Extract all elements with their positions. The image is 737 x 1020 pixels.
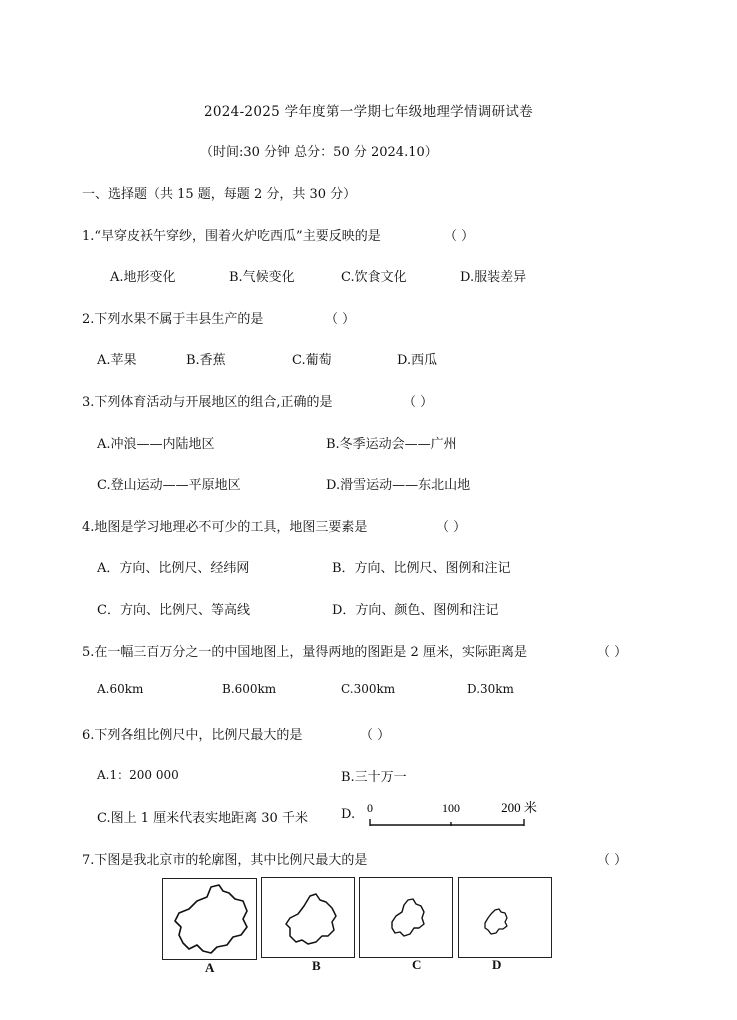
question-6-option-b: B.三十万一 — [341, 770, 407, 785]
question-7-answer-paren: （ ） — [597, 853, 628, 868]
question-6-answer-paren: （ ） — [360, 728, 391, 743]
question-1-answer-paren: （ ） — [444, 229, 475, 244]
question-4-option-b: B．方向、比例尺、图例和注记 — [332, 561, 511, 576]
question-3-option-a: A.冲浪——内陆地区 — [97, 437, 215, 452]
beijing-outline-map-b — [261, 877, 355, 958]
beijing-outline-b-icon — [262, 878, 354, 957]
question-2-option-c: C.葡萄 — [292, 353, 332, 368]
question-5-option-d: D.30km — [467, 682, 514, 696]
scale-tick-label-100: 100 — [442, 801, 460, 815]
question-2-option-b: B.香蕉 — [186, 353, 226, 368]
question-3-stem: 3.下列体育活动与开展地区的组合,正确的是 — [82, 395, 333, 410]
question-3-answer-paren: （ ） — [403, 395, 434, 410]
exam-title: 2024-2025 学年度第一学期七年级地理学情调研试卷 — [204, 104, 533, 120]
beijing-outline-a-icon — [163, 879, 256, 959]
section-title: 一、选择题（共 15 题，每题 2 分，共 30 分） — [82, 187, 357, 202]
question-2-stem: 2.下列水果不属于丰县生产的是 — [82, 312, 264, 327]
question-5-answer-paren: （ ） — [597, 645, 628, 660]
question-2-answer-paren: （ ） — [325, 312, 356, 327]
question-4-option-a: A．方向、比例尺、经纬网 — [97, 561, 250, 576]
question-5-option-b: B.600km — [222, 682, 277, 696]
beijing-outline-map-c — [359, 877, 453, 958]
question-4-option-d: D．方向、颜色、图例和注记 — [332, 603, 499, 618]
question-2-option-d: D.西瓜 — [397, 353, 438, 368]
question-5-option-c: C.300km — [341, 682, 396, 696]
beijing-outline-map-d — [458, 877, 552, 958]
map-label-a: A — [205, 960, 215, 975]
beijing-outline-c-icon — [360, 878, 452, 957]
beijing-outline-d-icon — [459, 878, 551, 957]
question-4-stem: 4.地图是学习地理必不可少的工具，地图三要素是 — [82, 520, 368, 535]
question-6-stem: 6.下列各组比例尺中，比例尺最大的是 — [82, 728, 303, 743]
question-4-option-c: C．方向、比例尺、等高线 — [97, 603, 250, 618]
question-1-option-b: B.气候变化 — [229, 270, 295, 285]
question-5-option-a: A.60km — [97, 682, 144, 696]
question-1-option-a: A.地形变化 — [110, 270, 176, 285]
map-label-b: B — [312, 958, 321, 973]
question-4-answer-paren: （ ） — [436, 520, 467, 535]
question-6-option-d: D. — [341, 807, 356, 822]
scale-tick-label-0: 0 — [367, 801, 373, 815]
question-7-stem: 7.下图是我北京市的轮廓图，其中比例尺最大的是 — [82, 853, 368, 868]
beijing-outline-map-a — [162, 878, 257, 960]
map-label-c: C — [412, 957, 422, 972]
question-3-option-d: D.滑雪运动——东北山地 — [326, 478, 471, 493]
question-3-option-c: C.登山运动——平原地区 — [97, 478, 241, 493]
line-scale-bar — [362, 798, 548, 832]
question-5-stem: 5.在一幅三百万分之一的中国地图上，量得两地的图距是 2 厘米，实际距离是 — [82, 645, 527, 660]
question-6-option-c: C.图上 1 厘米代表实地距离 30 千米 — [97, 811, 308, 826]
question-1-stem: 1.“早穿皮袄午穿纱，围着火炉吃西瓜”主要反映的是 — [82, 229, 381, 244]
map-label-d: D — [492, 957, 502, 972]
question-6-option-a: A.1：200 000 — [97, 768, 179, 782]
question-1-option-c: C.饮食文化 — [341, 270, 407, 285]
question-1-option-d: D.服装差异 — [460, 270, 527, 285]
question-3-option-b: B.冬季运动会——广州 — [326, 437, 457, 452]
question-2-option-a: A.苹果 — [97, 353, 137, 368]
scale-tick-label-200: 200 米 — [501, 800, 537, 815]
exam-subtitle: （时间:30 分钟 总分：50 分 2024.10） — [200, 145, 438, 160]
